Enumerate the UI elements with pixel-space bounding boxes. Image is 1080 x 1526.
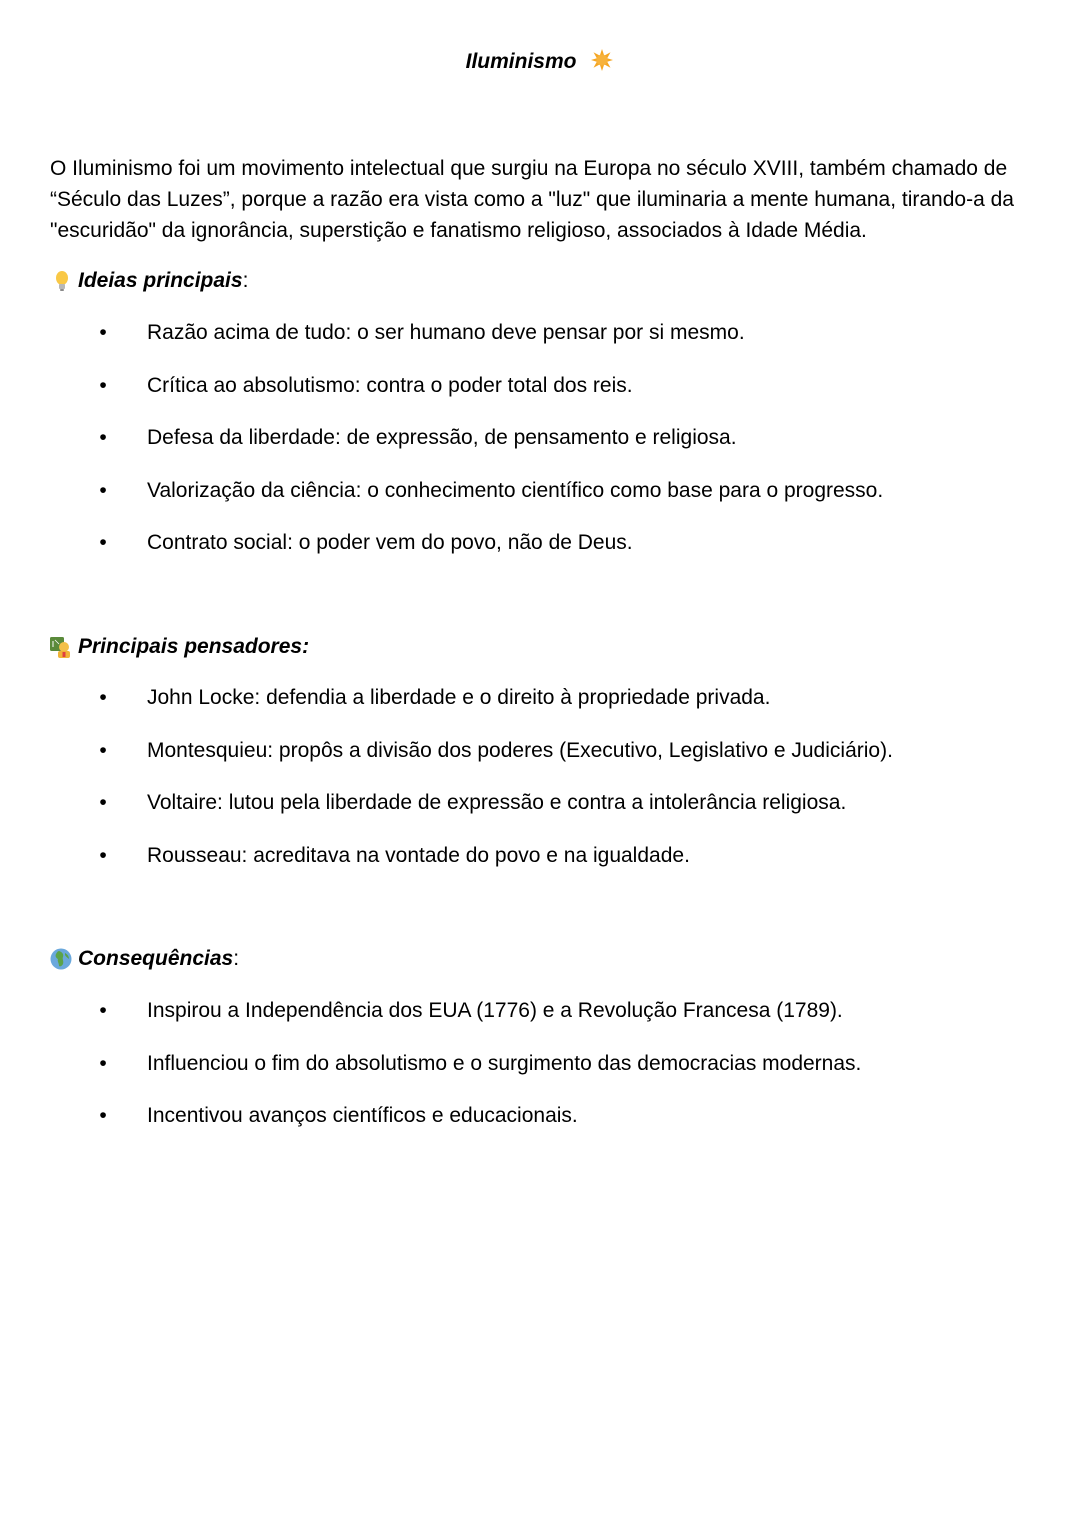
list-item-text: Influenciou o fim do absolutismo e o surgimento das democracias modernas. <box>147 1051 862 1075</box>
list-item-text: Razão acima de tudo: o ser humano deve pensar por si mesmo. <box>147 321 745 344</box>
bullet-icon: • <box>99 1104 107 1127</box>
section-heading-consequencias <box>50 945 239 973</box>
bullet-icon: • <box>99 999 107 1022</box>
bullet-icon: • <box>99 738 107 762</box>
bullet-icon: • <box>99 373 107 397</box>
list-item-text: Contrato social: o poder vem do povo, não de Deus. <box>147 531 633 554</box>
section-heading-pensadores <box>50 633 309 661</box>
bullet-icon: • <box>99 321 107 344</box>
section-heading-colon: : <box>233 947 240 970</box>
list-item-text: Inspirou a Independência dos EUA (1776) e a Revolução Francesa (1789). <box>147 999 843 1022</box>
bullet-icon: • <box>99 1051 107 1075</box>
lightbulb-icon <box>50 270 72 292</box>
globe-icon <box>50 948 72 970</box>
section-heading-ideias <box>50 267 248 295</box>
list-item-text: Crítica ao absolutismo: contra o poder total dos reis. <box>147 373 633 397</box>
bullet-icon: • <box>99 843 107 867</box>
list-item-text: Defesa da liberdade: de expressão, de pensamento e religiosa. <box>147 426 737 449</box>
bullet-icon: • <box>99 478 107 502</box>
list-item-text: Voltaire: lutou pela liberdade de expressão e contra a intolerância religiosa. <box>147 791 847 814</box>
bullet-icon: • <box>99 686 107 709</box>
page-title-text: Iluminismo <box>465 50 577 73</box>
list-item-text: Valorização da ciência: o conhecimento científico como base para o progresso. <box>147 478 884 502</box>
section-heading-text: Principais pensadores: <box>78 635 310 658</box>
teacher-icon <box>50 636 72 658</box>
bullet-icon: • <box>99 791 107 814</box>
sparkle-icon <box>590 48 614 72</box>
bullet-icon: • <box>99 426 107 449</box>
list-item-text: John Locke: defendia a liberdade e o direito à propriedade privada. <box>147 686 771 709</box>
section-heading-colon: : <box>242 269 249 292</box>
section-heading-text: Ideias principais <box>78 269 243 292</box>
bullet-icon: • <box>99 531 107 554</box>
list-item-text: Montesquieu: propôs a divisão dos poderes (Executivo, Legislativo e Judiciário). <box>147 738 893 762</box>
intro-paragraph: O Iluminismo foi um movimento intelectual que surgiu na Europa no século XVIII, também chamado de “Século das Luzes”, porque a razão era vista como a "luz" que iluminaria a mente humana, tirando-a da "escuridão" da ignorância, superstição e fanatismo religioso, associados à Idade Média. <box>50 157 1014 242</box>
section-heading-text: Consequências <box>78 947 234 970</box>
list-item-text: Incentivou avanços científicos e educacionais. <box>147 1104 578 1127</box>
list-item-text: Rousseau: acreditava na vontade do povo e na igualdade. <box>147 843 690 867</box>
page-title <box>0 48 1080 76</box>
